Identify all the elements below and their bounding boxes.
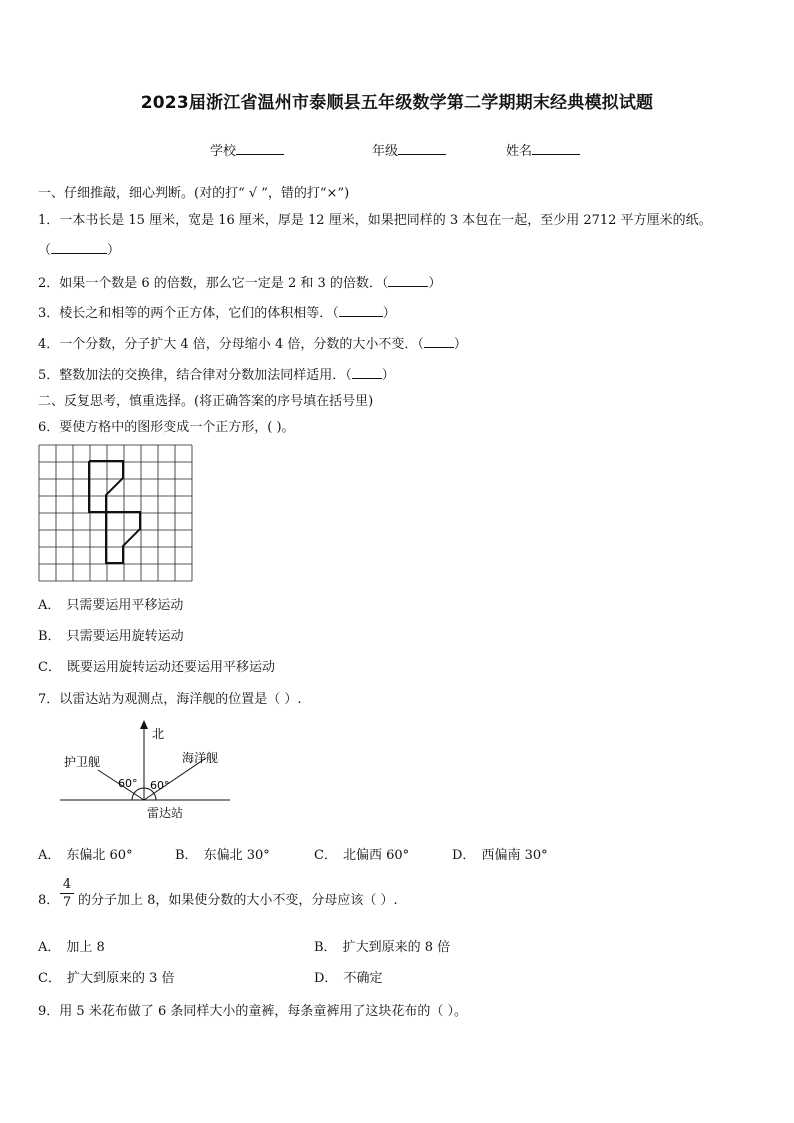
q7-option-c-text: 北偏西 60° [342,848,410,863]
q8-option-b-text: 扩大到原来的 8 倍 [342,940,451,955]
q5-close: ） [381,368,395,383]
school-label: 学校 [210,144,237,159]
q6-option-a[interactable] [38,594,183,613]
q2-text: 2．如果一个数是 6 的倍数，那么它一定是 2 和 3 的倍数．（ [38,276,389,291]
q7-option-c[interactable] [314,844,409,863]
q6-option-b-text: 只需要运用旋转运动 [66,629,184,644]
school-blank[interactable] [236,142,284,155]
q6-option-b[interactable] [38,625,184,644]
grid-shape [89,461,140,563]
q3-text: 3．棱长之和相等的两个正方体，它们的体积相等．（ [38,306,339,321]
school-field [210,140,284,159]
q9-text: 9．用 5 米花布做了 6 条同样大小的童裤，每条童裤用了这块花布的（ ）。 [38,1004,467,1019]
q6-grid-figure [38,444,194,582]
q7-option-b[interactable] [175,844,270,863]
q8-fraction [60,877,74,910]
q7-option-a-label: A． [38,848,61,863]
q8-option-a[interactable] [38,936,105,955]
q4-line [38,333,467,352]
q1-blank[interactable] [51,241,107,254]
q7-option-d-text: 西偏南 30° [481,848,548,863]
exam-title: 2023届浙江省温州市泰顺县五年级数学第二学期期末经典模拟试题 [140,93,654,113]
q8-fraction-numerator: 4 [62,877,72,892]
angle-right-label: 60° [150,779,170,792]
right-ship-label: 海洋舰 [182,751,219,765]
q6-option-c-label: C． [38,660,61,675]
section1-heading: 一、仔细推敲，细心判断。(对的打“ √ ”，错的打“×”) [38,186,350,201]
q1-answer [38,239,120,258]
grade-field [372,140,446,159]
grade-label: 年级 [372,144,399,159]
q8-fraction-denominator: 7 [62,895,72,910]
q7-option-b-text: 东偏北 30° [203,848,270,863]
q1-text: 1．一本书长是 15 厘米，宽是 16 厘米，厚是 12 厘米，如果把同样的 3 本包在一起，至少用 2712 平方厘米的纸。 [38,213,712,228]
q8-option-d-text: 不确定 [343,971,383,986]
q2-line [38,272,441,291]
q7-option-d[interactable] [452,844,548,863]
q8-text: 的分子加上 8，如果使分数的大小不变，分母应该（ ）. [78,893,398,908]
q5-text: 5．整数加法的交换律，结合律对分数加法同样适用．（ [38,368,352,383]
q4-text: 4．一个分数，分子扩大 4 倍，分母缩小 4 倍，分数的大小不变．（ [38,337,424,352]
q8-option-d[interactable] [314,967,382,986]
q6-option-a-text: 只需要运用平移运动 [66,598,184,613]
q6-text: 6．要使方格中的图形变成一个正方形，( )。 [38,420,295,435]
q8-option-c-label: C． [38,971,61,986]
name-label: 姓名 [506,144,533,159]
q3-close: ） [382,306,396,321]
q6-option-b-label: B． [38,629,61,644]
q2-blank[interactable] [388,274,428,287]
section2-heading: 二、反复思考，慎重选择。(将正确答案的序号填在括号里) [38,394,374,409]
q8-option-a-text: 加上 8 [66,940,105,955]
q6-option-c-text: 既要运用旋转运动还要运用平移运动 [66,660,275,675]
q7-option-b-label: B． [175,848,198,863]
q8-option-c-text: 扩大到原来的 3 倍 [66,971,175,986]
name-field [506,140,580,159]
q4-close: ） [453,337,467,352]
q1-close: ） [107,243,121,258]
q8-option-b[interactable] [314,936,450,955]
q8-option-d-label: D． [314,971,338,986]
q8-fraction-bar [60,893,74,894]
q4-blank[interactable] [424,335,454,348]
north-arrow-icon [140,720,148,729]
station-label: 雷达站 [147,806,184,820]
left-ship-label: 护卫舰 [64,755,101,769]
q2-close: ） [428,276,442,291]
q5-blank[interactable] [352,366,382,379]
q8-option-b-label: B． [314,940,337,955]
q6-option-a-label: A． [38,598,61,613]
q6-option-c[interactable] [38,656,275,675]
grade-blank[interactable] [398,142,446,155]
q1-open: （ [38,243,52,258]
north-label: 北 [152,727,165,741]
q3-line [38,302,396,321]
name-blank[interactable] [532,142,580,155]
q8-prefix: 8． [38,893,60,908]
q7-option-d-label: D． [452,848,476,863]
q7-text: 7．以雷达站为观测点，海洋舰的位置是（ ）. [38,692,302,707]
q7-option-c-label: C． [314,848,337,863]
q3-blank[interactable] [339,304,383,317]
angle-left-label: 60° [118,777,138,790]
q8-option-a-label: A． [38,940,61,955]
q7-radar-diagram [58,718,238,824]
q8-option-c[interactable] [38,967,175,986]
q5-line [38,364,395,383]
q7-option-a[interactable] [38,844,133,863]
q7-option-a-text: 东偏北 60° [66,848,133,863]
